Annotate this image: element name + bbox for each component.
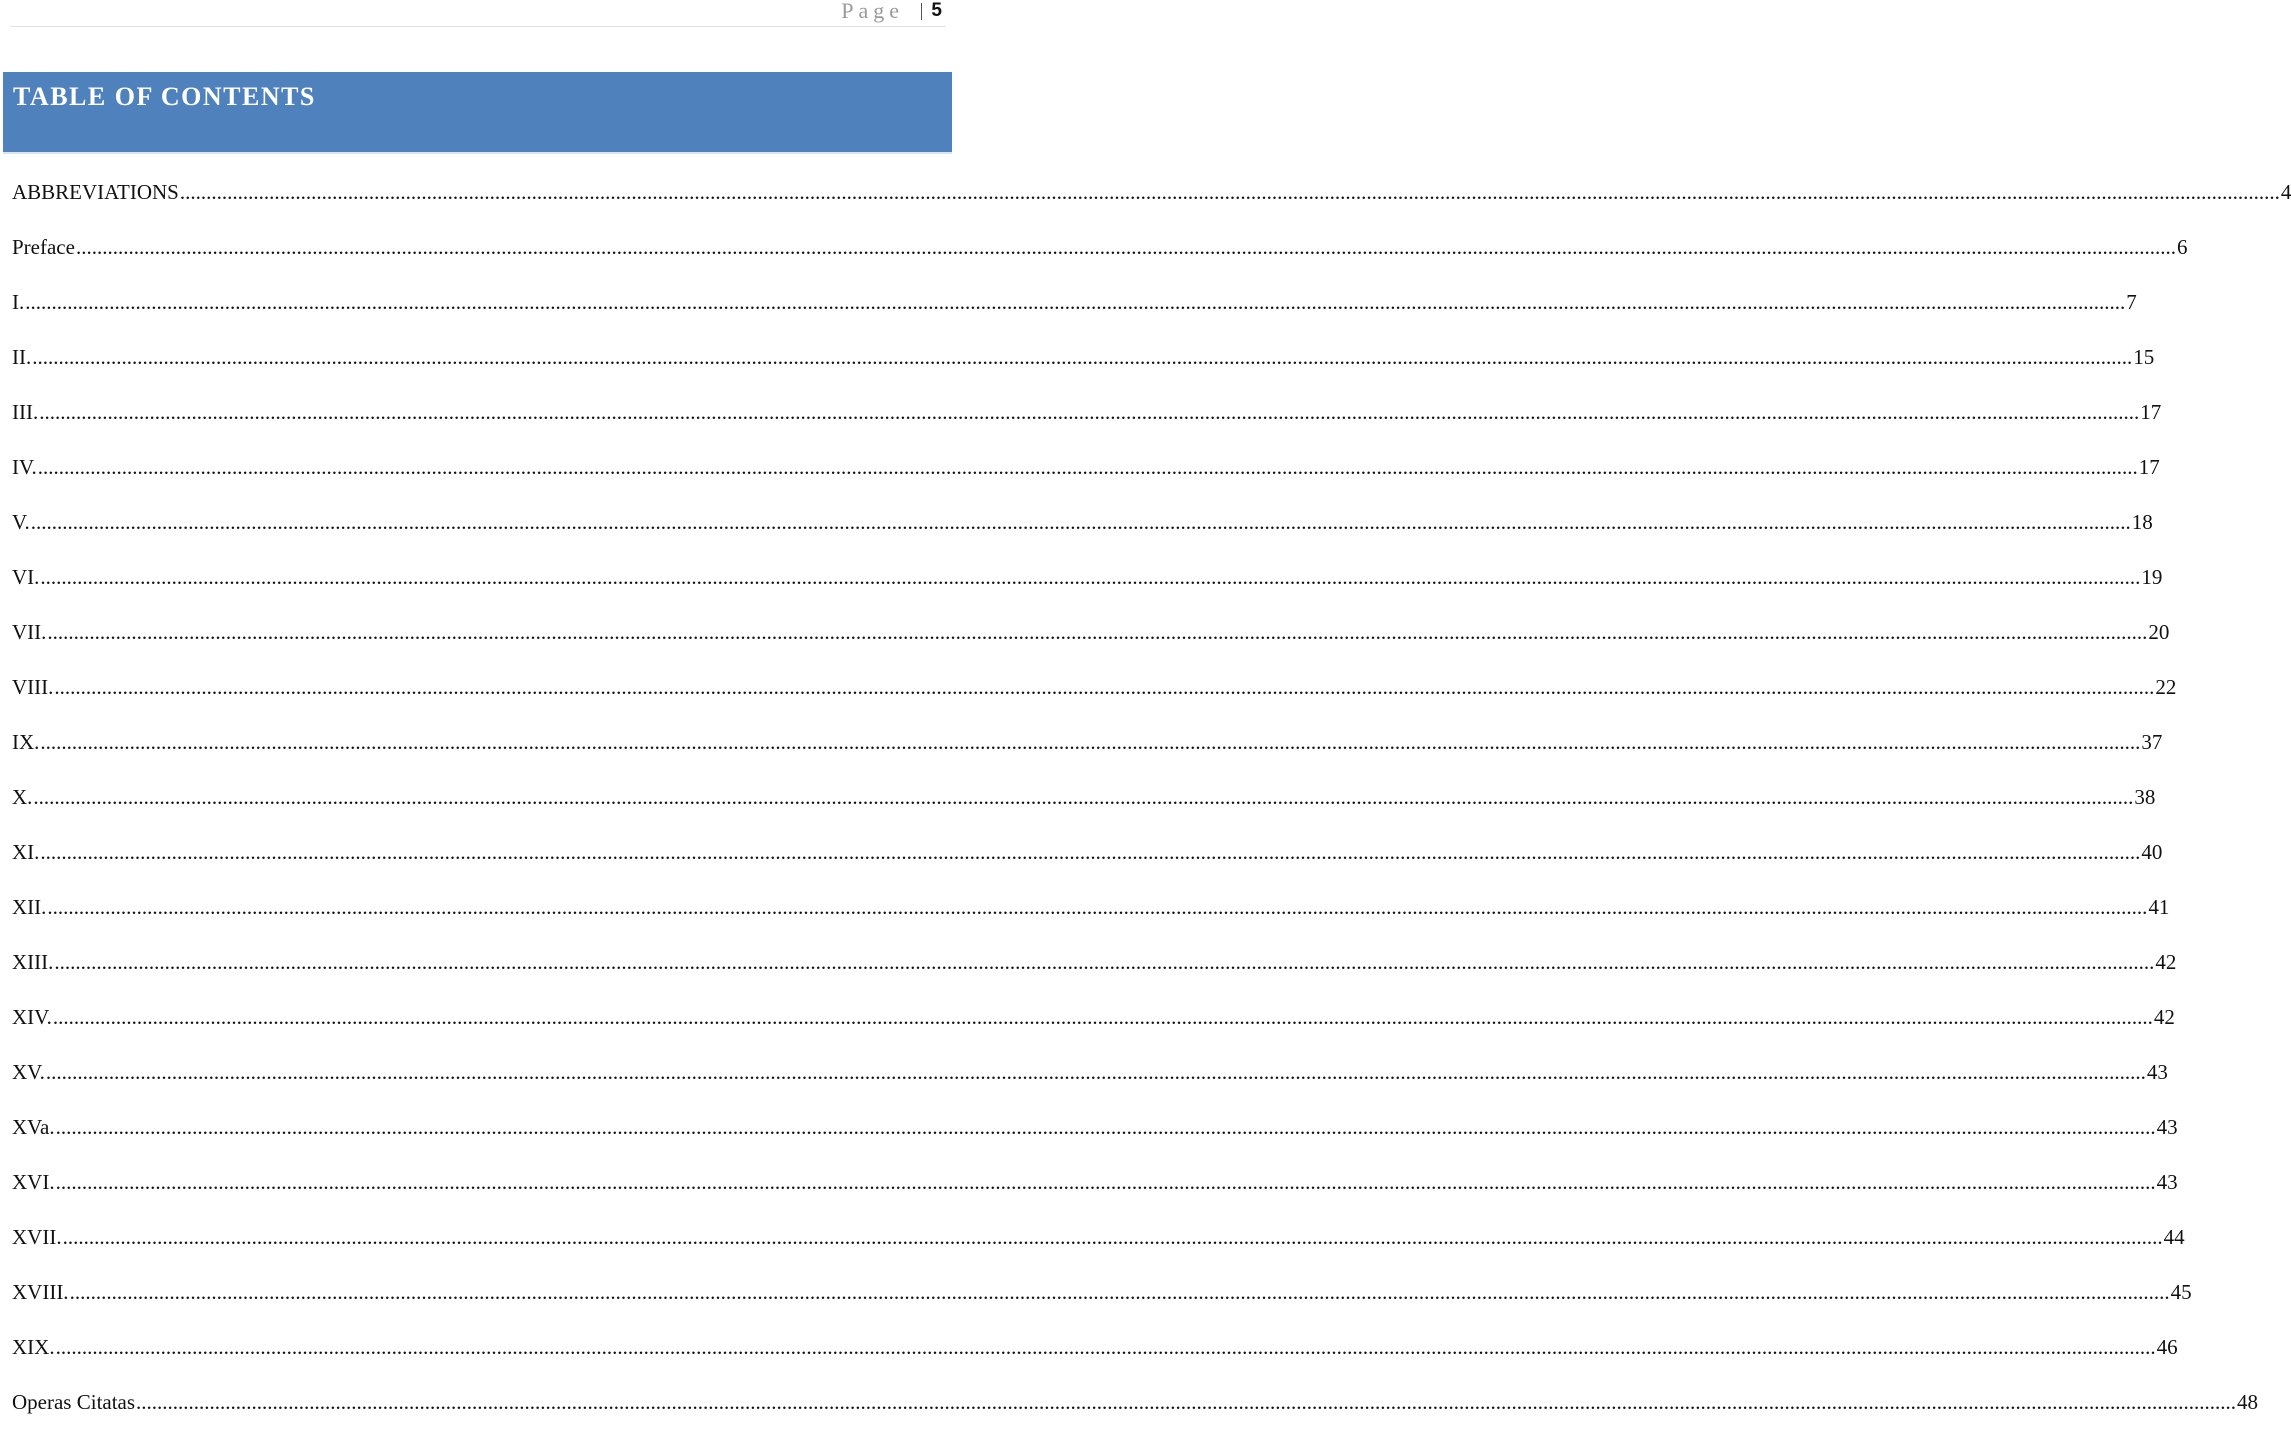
toc-heading-banner <box>3 72 952 154</box>
page-header <box>0 0 960 28</box>
toc-entry-page-number: 17 <box>2138 455 2160 479</box>
toc-entry[interactable] <box>12 176 2291 231</box>
toc-dot-leader: ................................................................................................................................................................................................................................................................................................................................................................................................................ <box>179 180 2280 204</box>
toc-entry-page-number: 18 <box>2131 510 2153 534</box>
toc-entry-label: VII. <box>12 620 47 644</box>
toc-entry-label: XVa. <box>12 1115 55 1139</box>
toc-entry-page-number: 46 <box>2156 1335 2178 1359</box>
toc-entry[interactable] <box>12 836 2163 891</box>
toc-entry-label: XI. <box>12 840 40 864</box>
toc-entry[interactable] <box>12 506 2153 561</box>
toc-entry-label: XIV. <box>12 1005 52 1029</box>
page-label: Page <box>841 0 904 23</box>
toc-dot-leader: ................................................................................................................................................................................................................................................................................................................................................................................................................ <box>47 895 2148 919</box>
toc-entry-page-number: 19 <box>2141 565 2163 589</box>
toc-dot-leader: ................................................................................................................................................................................................................................................................................................................................................................................................................ <box>39 400 2140 424</box>
toc-entry-label: XVI. <box>12 1170 55 1194</box>
toc-entry-page-number: 43 <box>2156 1170 2178 1194</box>
toc-title: TABLE OF CONTENTS <box>13 82 316 111</box>
toc-entry[interactable] <box>12 1111 2178 1166</box>
toc-entry-label: VIII. <box>12 675 54 699</box>
toc-dot-leader: ................................................................................................................................................................................................................................................................................................................................................................................................................ <box>40 730 2141 754</box>
toc-list <box>12 176 2291 1441</box>
header-rule <box>10 26 946 27</box>
toc-dot-leader: ................................................................................................................................................................................................................................................................................................................................................................................................................ <box>62 1225 2163 1249</box>
toc-entry-label: ABBREVIATIONS <box>12 180 179 204</box>
toc-dot-leader: ................................................................................................................................................................................................................................................................................................................................................................................................................ <box>136 1390 2237 1414</box>
toc-entry-page-number: 7 <box>2126 290 2137 314</box>
toc-entry-label: X. <box>12 785 33 809</box>
toc-entry-label: XVIII. <box>12 1280 69 1304</box>
toc-entry-label: Operas Citatas <box>12 1390 136 1414</box>
toc-entry[interactable] <box>12 671 2177 726</box>
toc-dot-leader: ................................................................................................................................................................................................................................................................................................................................................................................................................ <box>52 1005 2153 1029</box>
toc-dot-leader: ................................................................................................................................................................................................................................................................................................................................................................................................................ <box>75 235 2176 259</box>
toc-entry-label: III. <box>12 400 39 424</box>
toc-dot-leader: ................................................................................................................................................................................................................................................................................................................................................................................................................ <box>32 345 2133 369</box>
toc-entry[interactable] <box>12 341 2155 396</box>
toc-dot-leader: ................................................................................................................................................................................................................................................................................................................................................................................................................ <box>37 455 2138 479</box>
toc-dot-leader: ................................................................................................................................................................................................................................................................................................................................................................................................................ <box>55 1335 2156 1359</box>
toc-entry-page-number: 45 <box>2170 1280 2192 1304</box>
toc-entry[interactable] <box>12 231 2188 286</box>
toc-entry-label: IV. <box>12 455 37 479</box>
toc-entry[interactable] <box>12 616 2170 671</box>
toc-entry-page-number: 22 <box>2155 675 2177 699</box>
toc-entry[interactable] <box>12 1276 2192 1331</box>
toc-entry[interactable] <box>12 891 2170 946</box>
toc-dot-leader: ................................................................................................................................................................................................................................................................................................................................................................................................................ <box>40 565 2141 589</box>
toc-dot-leader: ................................................................................................................................................................................................................................................................................................................................................................................................................ <box>54 950 2155 974</box>
page-number: 5 <box>931 0 942 21</box>
toc-dot-leader: ................................................................................................................................................................................................................................................................................................................................................................................................................ <box>54 675 2155 699</box>
toc-entry-page-number: 6 <box>2176 235 2188 259</box>
toc-entry[interactable] <box>12 726 2163 781</box>
toc-entry-label: Preface <box>12 235 75 259</box>
toc-entry[interactable] <box>12 1221 2185 1276</box>
toc-entry[interactable] <box>12 396 2162 451</box>
toc-entry[interactable] <box>12 1001 2175 1056</box>
toc-entry[interactable] <box>12 946 2177 1001</box>
toc-entry[interactable] <box>12 1331 2178 1386</box>
toc-entry-page-number: 40 <box>2141 840 2163 864</box>
toc-entry-page-number: 41 <box>2148 895 2170 919</box>
toc-entry-page-number: 48 <box>2237 1390 2259 1414</box>
toc-entry-page-number: 4 <box>2280 180 2291 204</box>
toc-entry[interactable] <box>12 451 2160 506</box>
toc-dot-leader: ................................................................................................................................................................................................................................................................................................................................................................................................................ <box>47 620 2148 644</box>
toc-entry-page-number: 37 <box>2141 730 2163 754</box>
toc-entry-label: VI. <box>12 565 40 589</box>
toc-entry-page-number: 43 <box>2156 1115 2178 1139</box>
toc-entry[interactable] <box>12 1386 2259 1441</box>
toc-entry[interactable] <box>12 781 2156 836</box>
toc-dot-leader: ................................................................................................................................................................................................................................................................................................................................................................................................................ <box>25 290 2126 314</box>
toc-entry-page-number: 42 <box>2153 1005 2175 1029</box>
toc-entry-label: V. <box>12 510 30 534</box>
toc-entry-label: XVII. <box>12 1225 62 1249</box>
toc-dot-leader: ................................................................................................................................................................................................................................................................................................................................................................................................................ <box>45 1060 2146 1084</box>
toc-entry-label: XIX. <box>12 1335 55 1359</box>
toc-entry[interactable] <box>12 286 2137 341</box>
toc-entry-page-number: 38 <box>2134 785 2156 809</box>
toc-dot-leader: ................................................................................................................................................................................................................................................................................................................................................................................................................ <box>40 840 2141 864</box>
toc-entry-label: XV. <box>12 1060 45 1084</box>
toc-entry[interactable] <box>12 561 2163 616</box>
toc-entry[interactable] <box>12 1166 2178 1221</box>
toc-entry-label: I. <box>12 290 25 314</box>
toc-entry-label: XIII. <box>12 950 54 974</box>
toc-dot-leader: ................................................................................................................................................................................................................................................................................................................................................................................................................ <box>30 510 2131 534</box>
toc-entry-label: II. <box>12 345 32 369</box>
toc-entry-page-number: 15 <box>2133 345 2155 369</box>
toc-dot-leader: ................................................................................................................................................................................................................................................................................................................................................................................................................ <box>69 1280 2170 1304</box>
toc-entry-page-number: 17 <box>2140 400 2162 424</box>
toc-entry-label: XII. <box>12 895 47 919</box>
page-number-divider <box>921 3 922 20</box>
toc-dot-leader: ................................................................................................................................................................................................................................................................................................................................................................................................................ <box>55 1115 2156 1139</box>
toc-entry-page-number: 43 <box>2146 1060 2168 1084</box>
toc-entry-label: IX. <box>12 730 40 754</box>
toc-dot-leader: ................................................................................................................................................................................................................................................................................................................................................................................................................ <box>55 1170 2156 1194</box>
toc-entry-page-number: 42 <box>2155 950 2177 974</box>
toc-entry[interactable] <box>12 1056 2168 1111</box>
toc-entry-page-number: 44 <box>2163 1225 2185 1249</box>
toc-entry-page-number: 20 <box>2148 620 2170 644</box>
toc-dot-leader: ................................................................................................................................................................................................................................................................................................................................................................................................................ <box>33 785 2134 809</box>
